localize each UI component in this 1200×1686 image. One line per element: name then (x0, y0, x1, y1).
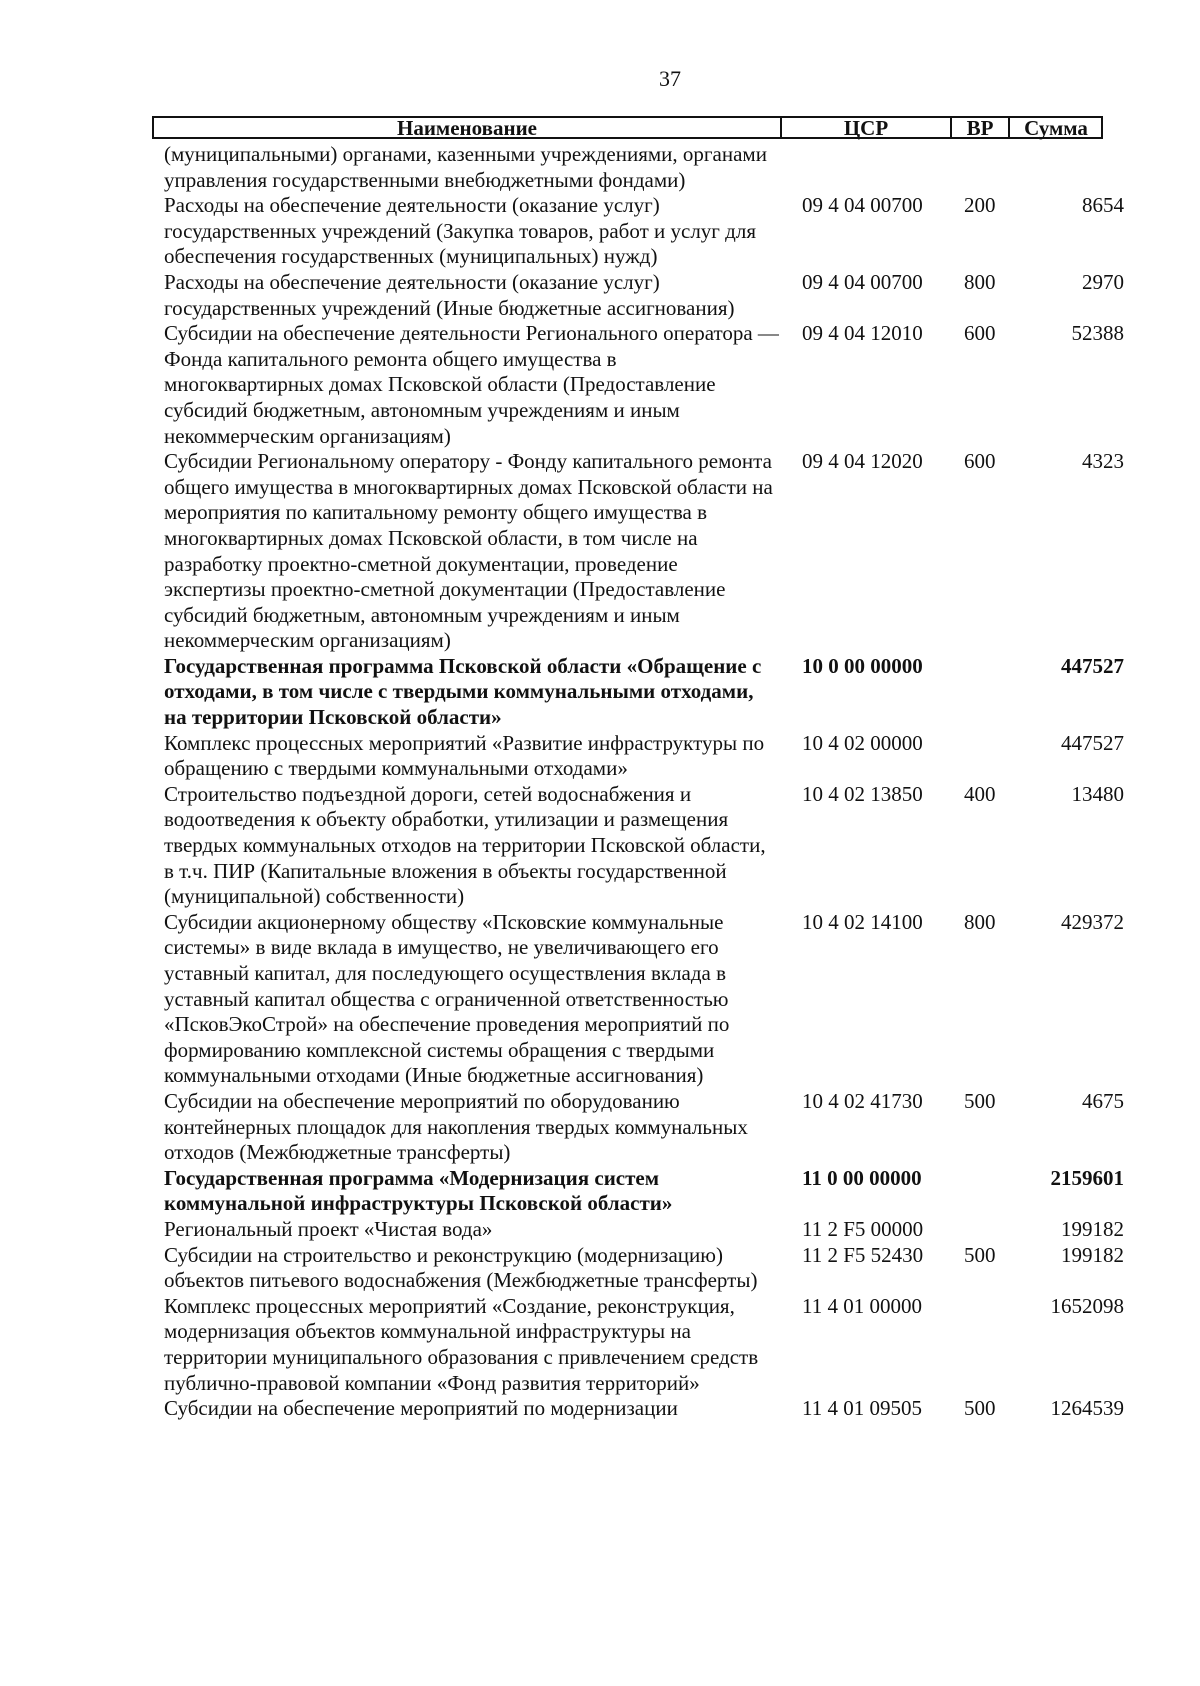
row-vr: 800 (964, 269, 996, 294)
table-row (164, 1217, 1124, 1243)
row-sum: 4323 (1082, 449, 1124, 474)
row-sum: 447527 (1061, 653, 1124, 678)
row-name: (муниципальными) органами, казенными учреждениями, органами управления государственными внебюджетными фондами) (164, 142, 767, 192)
row-csr: 10 4 02 41730 (802, 1088, 923, 1113)
row-csr: 10 4 02 14100 (802, 909, 923, 934)
row-csr: 09 4 04 12010 (802, 321, 923, 346)
table-row (164, 731, 1124, 782)
row-name: Субсидии акционерному обществу «Псковские коммунальные системы» в виде вклада в имущество, не увеличивающего его уставный капитал, для последующего осуществления вклада в уставный капитал общества с ограниченной ответственностью «ПсковЭкоСтрой» на обеспечение проведения мероприятий по формированию комплексной системы обращения с твердыми коммунальными отходами (Иные бюджетные ассигнования) (164, 909, 730, 1088)
row-csr: 10 4 02 13850 (802, 781, 923, 806)
row-vr: 200 (964, 193, 996, 218)
row-sum: 199182 (1061, 1242, 1124, 1267)
table-body (164, 142, 1124, 1422)
row-vr: 500 (964, 1242, 996, 1267)
row-sum: 8654 (1082, 193, 1124, 218)
row-sum: 2970 (1082, 269, 1124, 294)
row-sum: 447527 (1061, 730, 1124, 755)
row-vr: 800 (964, 909, 996, 934)
row-csr: 10 0 00 00000 (802, 653, 923, 678)
row-name: Субсидии на обеспечение мероприятий по оборудованию контейнерных площадок для накопления твердых коммунальных отходов (Межбюджетные трансферты) (164, 1088, 748, 1165)
table-row (164, 782, 1124, 910)
table-row (164, 1243, 1124, 1294)
row-csr: 11 2 F5 52430 (802, 1242, 924, 1267)
row-sum: 429372 (1061, 909, 1124, 934)
row-csr: 09 4 04 12020 (802, 449, 923, 474)
row-name: Субсидии на строительство и реконструкцию (модернизацию) объектов питьевого водоснабжения (Межбюджетные трансферты) (164, 1242, 758, 1293)
row-name: Расходы на обеспечение деятельности (оказание услуг) государственных учреждений (Иные бюджетные ассигнования) (164, 269, 735, 320)
table-row (164, 193, 1124, 270)
row-name: Комплекс процессных мероприятий «Развитие инфраструктуры по обращению с твердыми коммунальными отходами» (164, 730, 765, 781)
table-row (164, 1396, 1124, 1422)
row-sum: 52388 (1071, 321, 1124, 346)
row-csr: 09 4 04 00700 (802, 193, 923, 218)
row-sum: 1264539 (1050, 1396, 1124, 1421)
row-vr: 600 (964, 449, 996, 474)
row-csr: 11 0 00 00000 (802, 1165, 922, 1190)
row-name: Государственная программа «Модернизация систем коммунальной инфраструктуры Псковской области» (164, 1165, 673, 1216)
row-vr: 500 (964, 1396, 996, 1421)
row-csr: 11 2 F5 00000 (802, 1216, 924, 1241)
row-vr: 600 (964, 321, 996, 346)
row-name: Региональный проект «Чистая вода» (164, 1216, 493, 1241)
table-row-program (164, 654, 1124, 731)
table-row (164, 321, 1124, 449)
row-sum: 13480 (1071, 781, 1124, 806)
table-row (164, 449, 1124, 654)
row-name: Государственная программа Псковской области «Обращение с отходами, в том числе с твердыми коммунальными отходами, на территории Псковской области» (164, 653, 762, 730)
row-name: Комплекс процессных мероприятий «Создание, реконструкция, модернизация объектов коммунальной инфраструктуры на территории муниципального образования с привлечением средств публично-правовой компании «Фонд развития территорий» (164, 1293, 759, 1395)
row-name: Строительство подъездной дороги, сетей водоснабжения и водоотведения к объекту обработки, утилизации и размещения твердых коммунальных отходов на территории Псковской области, в т.ч. ПИР (Капитальные вложения в объекты государственной (муниципальной) собственности) (164, 781, 766, 909)
row-csr: 11 4 01 09505 (802, 1396, 922, 1421)
table-row (164, 270, 1124, 321)
table-row (164, 142, 1124, 193)
table-row (164, 1294, 1124, 1396)
header-vr: ВР (966, 116, 994, 140)
header-csr: ЦСР (843, 116, 889, 140)
row-vr: 500 (964, 1088, 996, 1113)
row-csr: 10 4 02 00000 (802, 730, 923, 755)
table-row (164, 910, 1124, 1089)
row-name: Субсидии на обеспечение деятельности Регионального оператора — Фонда капитального ремонта общего имущества в многоквартирных домах Псковской области (Предоставление субсидий бюджетным, автономным учреждениям и иным некоммерческим организациям) (164, 321, 779, 448)
page-number: 37 (659, 66, 681, 91)
row-sum: 4675 (1082, 1088, 1124, 1113)
table-row-program (164, 1166, 1124, 1217)
row-sum: 1652098 (1050, 1293, 1124, 1318)
row-sum: 199182 (1061, 1216, 1124, 1241)
row-sum: 2159601 (1050, 1165, 1124, 1190)
row-csr: 11 4 01 00000 (802, 1293, 922, 1318)
row-csr: 09 4 04 00700 (802, 269, 923, 294)
header-sum: Сумма (1024, 116, 1088, 140)
row-name: Субсидии на обеспечение мероприятий по модернизации (164, 1396, 678, 1421)
header-name: Наименование (397, 116, 537, 140)
table-row (164, 1089, 1124, 1166)
row-name: Расходы на обеспечение деятельности (оказание услуг) государственных учреждений (Закупка товаров, работ и услуг для обеспечения государственных (муниципальных) нужд) (164, 193, 756, 269)
row-name: Субсидии Региональному оператору - Фонду капитального ремонта общего имущества в многоквартирных домах Псковской области на мероприятия по капитальному ремонту общего имущества в многоквартирных домах Псковской области, в том числе на разработку проектно-сметной документации, проведение экспертизы проектно-сметной документации (Предоставление субсидий бюджетным, автономным учреждениям и иным некоммерческим организациям) (164, 449, 773, 653)
row-vr: 400 (964, 781, 996, 806)
